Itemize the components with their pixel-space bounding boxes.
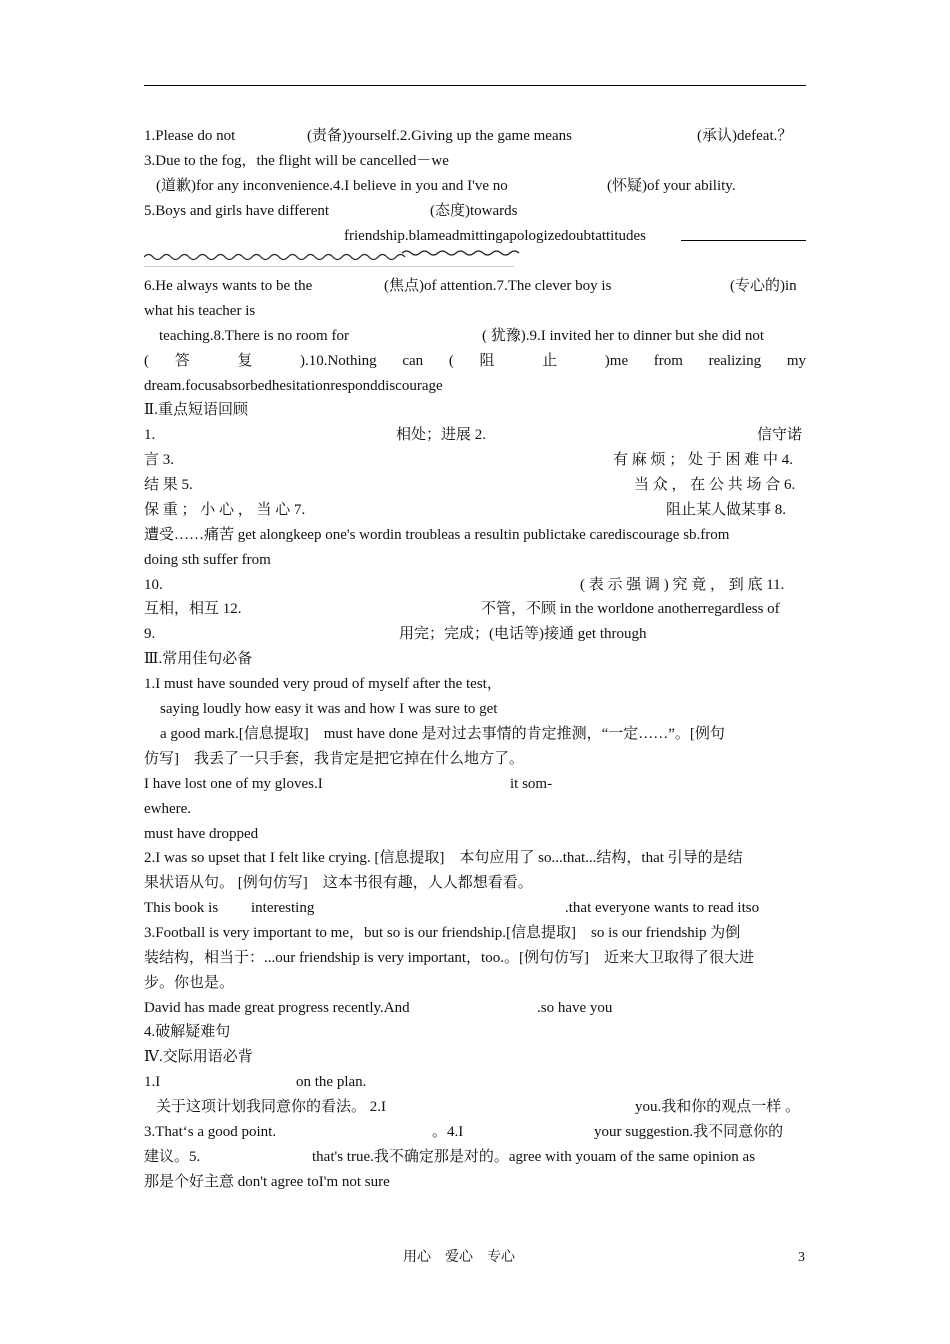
answer-blank xyxy=(681,240,806,241)
text-line: 仿写] 我丢了一只手套，我肯定是把它掉在什么地方了。 xyxy=(144,751,524,767)
text-line: 6.He always wants to be the (焦点)of attention.7.The clever boy is (专心的)in xyxy=(144,278,797,294)
divider xyxy=(144,266,514,267)
answer-line: doing sth suffer from xyxy=(144,552,271,568)
text-line: 3.Football is very important to me，but so is our friendship.[信息提取] so is our friendship 为倒 xyxy=(144,925,741,941)
text-line: 建议。5. that's true.我不确定那是对的。agree with youam of the same opinion as xyxy=(144,1149,756,1165)
answer-line: 遭受……痛苦 get alongkeep one's wordin troubleas a resultin publictake carediscourage sb.from xyxy=(144,527,730,543)
text-line: ewhere. xyxy=(144,801,192,817)
text-line: I have lost one of my gloves.I it som- xyxy=(144,776,553,792)
answer-line: dream.focusabsorbedhesitationresponddiscourage xyxy=(144,378,443,394)
text-line: 1.Please do not (责备)yourself.2.Giving up the game means (承认)defeat.？ xyxy=(144,128,793,144)
text-line: 果状语从句。 [例句仿写] 这本书很有趣，人人都想看看。 xyxy=(144,875,533,891)
text-line: 10. ( 表 示 强 调 ) 究 竟 ， 到 底 11. xyxy=(144,577,785,593)
text-line: saying loudly how easy it was and how I was sure to get xyxy=(160,701,498,717)
text-line: what his teacher is xyxy=(144,303,256,319)
text-line: 2.I was so upset that I felt like crying. [信息提取] 本句应用了 so...that...结构，that 引导的是结 xyxy=(144,850,743,866)
header-rule xyxy=(144,85,806,86)
answer-line: must have dropped xyxy=(144,826,259,842)
text-line: 关于这项计划我同意你的看法。 2.I you.我和你的观点一样 。 xyxy=(156,1099,801,1115)
answer-line: 那是个好主意 don't agree toI'm not sure xyxy=(144,1174,390,1190)
text-line: 步。你也是。 xyxy=(144,975,235,991)
section-heading: Ⅱ.重点短语回顾 xyxy=(144,402,248,418)
text-line: 1. 相处；进展 2. 信守诺 xyxy=(144,427,803,443)
text-line: 互相，相互 12. 不管，不顾 in the worldone anotherregardless of xyxy=(144,601,780,617)
text-line: 1.I must have sounded very proud of myself after the test， xyxy=(144,676,502,692)
text-line: 3.That‘s a good point. 。4.I your suggestion.我不同意你的 xyxy=(144,1124,784,1140)
text-line: 结 果 5. 当 众 ， 在 公 共 场 合 6. xyxy=(144,477,796,493)
section-heading: Ⅲ.常用佳句必备 xyxy=(144,651,253,667)
text-line: 3.Due to the fog，the flight will be cancelled－we xyxy=(144,153,449,169)
text-line: 9. 用完；完成；(电话等)接通 get through xyxy=(144,626,647,642)
text-line: David has made great progress recently.And .so have you xyxy=(144,1000,613,1016)
text-line: ( 答 复 ).10.Nothing can ( 阻 止 )me from realizing my xyxy=(144,353,806,369)
text-line: 言 3. 有 麻 烦 ； 处 于 困 难 中 4. xyxy=(144,452,794,468)
text-line: 5.Boys and girls have different (态度)towards xyxy=(144,203,518,219)
squiggle-underline xyxy=(144,250,524,264)
text-line: teaching.8.There is no room for ( 犹豫).9.I invited her to dinner but she did not xyxy=(159,328,765,344)
text-line: a good mark.[信息提取] must have done 是对过去事情的肯定推测，“一定……”。[例句 xyxy=(160,726,725,742)
text-line: 1.I on the plan. xyxy=(144,1074,367,1090)
answer-line: friendship.blameadmittingapologizedoubtattitudes xyxy=(344,228,647,244)
text-line: 装结构，相当于：...our friendship is very important，too.。[例句仿写] 近来大卫取得了很大进 xyxy=(144,950,754,966)
text-line: This book is interesting .that everyone wants to read itso xyxy=(144,900,760,916)
section-heading: Ⅳ.交际用语必背 xyxy=(144,1049,253,1065)
footer-motto: 用心 爱心 专心 xyxy=(403,1250,515,1265)
text-line: (道歉)for any inconvenience.4.I believe in you and I've no (怀疑)of your ability. xyxy=(156,178,736,194)
page-number: 3 xyxy=(798,1250,805,1265)
text-line: 4.破解疑难句 xyxy=(144,1024,231,1040)
text-line: 保 重 ； 小 心 ， 当 心 7. 阻止某人做某事 8. xyxy=(144,502,787,518)
